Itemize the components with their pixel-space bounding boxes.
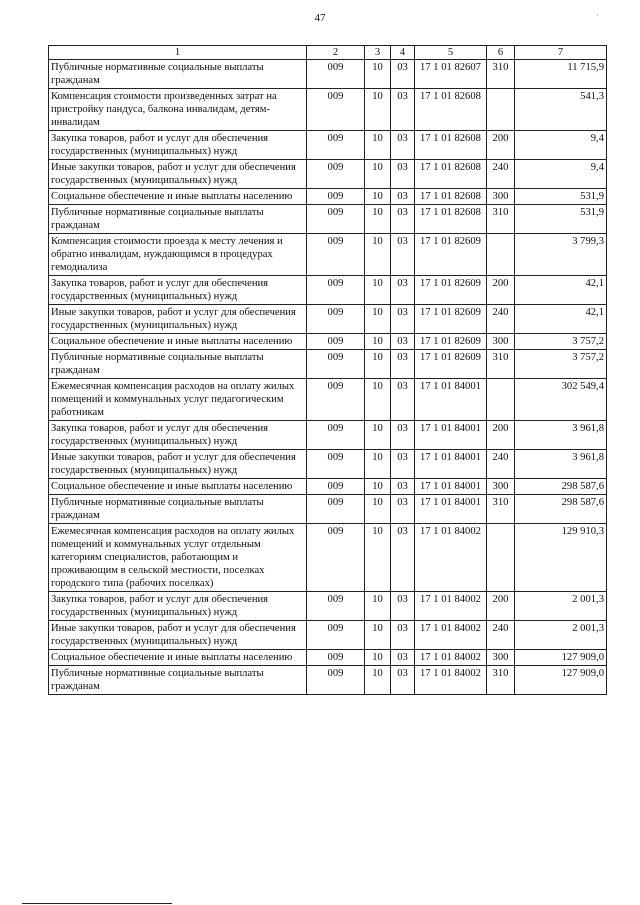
- row-code-4-cell: 03: [391, 621, 415, 650]
- table-row: [49, 592, 607, 621]
- row-code-2-cell: 009: [307, 621, 365, 650]
- row-code-6-cell: 310: [487, 495, 515, 524]
- table-row: [49, 524, 607, 592]
- row-code-5-cell: 17 1 01 82607: [415, 60, 487, 89]
- row-code-6-cell: 300: [487, 189, 515, 205]
- row-name-cell: Публичные нормативные социальные выплаты гражданам: [49, 666, 307, 695]
- table-row: [49, 479, 607, 495]
- table-row: [49, 450, 607, 479]
- row-amount-cell: 127 909,0: [515, 650, 607, 666]
- row-code-2-cell: 009: [307, 650, 365, 666]
- row-name-cell: Закупка товаров, работ и услуг для обеспечения государственных (муниципальных) нужд: [49, 592, 307, 621]
- row-amount-cell: 298 587,6: [515, 495, 607, 524]
- row-name-cell: Иные закупки товаров, работ и услуг для обеспечения государственных (муниципальных) нужд: [49, 160, 307, 189]
- row-amount-cell: 302 549,4: [515, 379, 607, 421]
- table-row: [49, 189, 607, 205]
- row-code-6-cell: 200: [487, 421, 515, 450]
- row-code-4-cell: 03: [391, 305, 415, 334]
- row-amount-cell: 9,4: [515, 131, 607, 160]
- row-code-6-cell: 240: [487, 160, 515, 189]
- row-code-5-cell: 17 1 01 84002: [415, 524, 487, 592]
- row-code-5-cell: 17 1 01 82609: [415, 276, 487, 305]
- row-code-2-cell: 009: [307, 479, 365, 495]
- row-code-4-cell: 03: [391, 479, 415, 495]
- row-amount-cell: 42,1: [515, 305, 607, 334]
- row-amount-cell: 127 909,0: [515, 666, 607, 695]
- row-code-4-cell: 03: [391, 592, 415, 621]
- row-code-5-cell: 17 1 01 82608: [415, 160, 487, 189]
- table-row: [49, 621, 607, 650]
- table-row: [49, 160, 607, 189]
- row-code-3-cell: 10: [365, 189, 391, 205]
- table-row: [49, 305, 607, 334]
- row-name-cell: Закупка товаров, работ и услуг для обеспечения государственных (муниципальных) нужд: [49, 131, 307, 160]
- row-code-5-cell: 17 1 01 84001: [415, 421, 487, 450]
- row-code-4-cell: 03: [391, 450, 415, 479]
- row-amount-cell: 541,3: [515, 89, 607, 131]
- row-code-6-cell: 310: [487, 205, 515, 234]
- row-amount-cell: 42,1: [515, 276, 607, 305]
- row-code-2-cell: 009: [307, 131, 365, 160]
- row-code-6-cell: 300: [487, 650, 515, 666]
- table-row: [49, 666, 607, 695]
- row-code-2-cell: 009: [307, 276, 365, 305]
- row-code-6-cell: 240: [487, 450, 515, 479]
- row-code-5-cell: 17 1 01 84001: [415, 495, 487, 524]
- row-code-5-cell: 17 1 01 84002: [415, 650, 487, 666]
- row-amount-cell: 9,4: [515, 160, 607, 189]
- row-code-5-cell: 17 1 01 82608: [415, 189, 487, 205]
- budget-table-body: [49, 46, 607, 695]
- row-code-5-cell: 17 1 01 84001: [415, 450, 487, 479]
- row-name-cell: Социальное обеспечение и иные выплаты населению: [49, 189, 307, 205]
- row-code-5-cell: 17 1 01 82609: [415, 334, 487, 350]
- row-code-6-cell: 240: [487, 621, 515, 650]
- footnote-separator: [22, 903, 172, 904]
- table-row: [49, 205, 607, 234]
- row-code-2-cell: 009: [307, 495, 365, 524]
- corner-mark: ·: [596, 11, 599, 20]
- row-code-4-cell: 03: [391, 234, 415, 276]
- row-code-5-cell: 17 1 01 82608: [415, 89, 487, 131]
- row-name-cell: Публичные нормативные социальные выплаты гражданам: [49, 60, 307, 89]
- table-row: [49, 334, 607, 350]
- row-code-6-cell: 200: [487, 131, 515, 160]
- row-code-3-cell: 10: [365, 495, 391, 524]
- table-row: [49, 421, 607, 450]
- row-name-cell: Компенсация стоимости проезда к месту лечения и обратно инвалидам, нуждающимся в процедурах гемодиализа: [49, 234, 307, 276]
- header-cell-4: 4: [391, 46, 415, 60]
- row-code-6-cell: [487, 89, 515, 131]
- row-code-4-cell: 03: [391, 350, 415, 379]
- row-code-3-cell: 10: [365, 479, 391, 495]
- table-header-row: [49, 46, 607, 60]
- row-amount-cell: 11 715,9: [515, 60, 607, 89]
- row-code-2-cell: 009: [307, 524, 365, 592]
- header-cell-5: 5: [415, 46, 487, 60]
- row-amount-cell: 3 961,8: [515, 421, 607, 450]
- row-name-cell: Закупка товаров, работ и услуг для обеспечения государственных (муниципальных) нужд: [49, 421, 307, 450]
- row-code-4-cell: 03: [391, 89, 415, 131]
- row-code-3-cell: 10: [365, 450, 391, 479]
- header-cell-3: 3: [365, 46, 391, 60]
- row-code-5-cell: 17 1 01 82608: [415, 205, 487, 234]
- row-code-6-cell: 310: [487, 60, 515, 89]
- header-cell-7: 7: [515, 46, 607, 60]
- row-code-6-cell: 200: [487, 276, 515, 305]
- row-name-cell: Социальное обеспечение и иные выплаты населению: [49, 334, 307, 350]
- row-code-3-cell: 10: [365, 160, 391, 189]
- row-code-5-cell: 17 1 01 84002: [415, 666, 487, 695]
- row-code-3-cell: 10: [365, 234, 391, 276]
- table-row: [49, 650, 607, 666]
- row-code-6-cell: 300: [487, 334, 515, 350]
- row-code-4-cell: 03: [391, 334, 415, 350]
- row-amount-cell: 3 961,8: [515, 450, 607, 479]
- row-amount-cell: 3 757,2: [515, 334, 607, 350]
- row-code-3-cell: 10: [365, 205, 391, 234]
- table-row: [49, 495, 607, 524]
- row-code-4-cell: 03: [391, 495, 415, 524]
- row-code-2-cell: 009: [307, 450, 365, 479]
- table-row: [49, 60, 607, 89]
- row-code-6-cell: [487, 234, 515, 276]
- row-code-2-cell: 009: [307, 379, 365, 421]
- row-name-cell: Ежемесячная компенсация расходов на оплату жилых помещений и коммунальных услуг педагогическим работникам: [49, 379, 307, 421]
- row-code-5-cell: 17 1 01 84001: [415, 379, 487, 421]
- row-code-5-cell: 17 1 01 82609: [415, 305, 487, 334]
- row-code-3-cell: 10: [365, 305, 391, 334]
- row-code-3-cell: 10: [365, 350, 391, 379]
- row-code-6-cell: 310: [487, 666, 515, 695]
- row-code-3-cell: 10: [365, 650, 391, 666]
- row-code-4-cell: 03: [391, 650, 415, 666]
- row-code-4-cell: 03: [391, 205, 415, 234]
- row-code-2-cell: 009: [307, 205, 365, 234]
- row-amount-cell: 2 001,3: [515, 592, 607, 621]
- row-code-3-cell: 10: [365, 334, 391, 350]
- row-code-4-cell: 03: [391, 276, 415, 305]
- row-code-6-cell: 200: [487, 592, 515, 621]
- row-code-2-cell: 009: [307, 160, 365, 189]
- row-code-3-cell: 10: [365, 592, 391, 621]
- row-name-cell: Публичные нормативные социальные выплаты гражданам: [49, 350, 307, 379]
- row-name-cell: Социальное обеспечение и иные выплаты населению: [49, 650, 307, 666]
- row-code-3-cell: 10: [365, 131, 391, 160]
- row-code-5-cell: 17 1 01 82608: [415, 131, 487, 160]
- row-amount-cell: 2 001,3: [515, 621, 607, 650]
- row-amount-cell: 3 799,3: [515, 234, 607, 276]
- row-code-6-cell: 300: [487, 479, 515, 495]
- row-code-4-cell: 03: [391, 666, 415, 695]
- row-name-cell: Публичные нормативные социальные выплаты гражданам: [49, 205, 307, 234]
- row-code-5-cell: 17 1 01 82609: [415, 350, 487, 379]
- row-code-3-cell: 10: [365, 89, 391, 131]
- row-code-2-cell: 009: [307, 234, 365, 276]
- row-code-3-cell: 10: [365, 666, 391, 695]
- row-code-3-cell: 10: [365, 621, 391, 650]
- row-name-cell: Закупка товаров, работ и услуг для обеспечения государственных (муниципальных) нужд: [49, 276, 307, 305]
- row-code-4-cell: 03: [391, 524, 415, 592]
- row-code-3-cell: 10: [365, 379, 391, 421]
- row-code-3-cell: 10: [365, 524, 391, 592]
- row-code-5-cell: 17 1 01 84002: [415, 621, 487, 650]
- row-amount-cell: 531,9: [515, 189, 607, 205]
- row-code-5-cell: 17 1 01 82609: [415, 234, 487, 276]
- row-name-cell: Иные закупки товаров, работ и услуг для обеспечения государственных (муниципальных) нужд: [49, 305, 307, 334]
- table-row: [49, 379, 607, 421]
- header-cell-1: 1: [49, 46, 307, 60]
- row-code-2-cell: 009: [307, 334, 365, 350]
- row-name-cell: Публичные нормативные социальные выплаты гражданам: [49, 495, 307, 524]
- row-amount-cell: 3 757,2: [515, 350, 607, 379]
- row-amount-cell: 298 587,6: [515, 479, 607, 495]
- row-code-3-cell: 10: [365, 276, 391, 305]
- table-row: [49, 350, 607, 379]
- row-code-6-cell: 310: [487, 350, 515, 379]
- row-code-2-cell: 009: [307, 592, 365, 621]
- row-code-3-cell: 10: [365, 421, 391, 450]
- table-row: [49, 89, 607, 131]
- row-code-2-cell: 009: [307, 305, 365, 334]
- row-code-5-cell: 17 1 01 84002: [415, 592, 487, 621]
- row-code-6-cell: 240: [487, 305, 515, 334]
- row-code-2-cell: 009: [307, 421, 365, 450]
- row-code-2-cell: 009: [307, 350, 365, 379]
- row-code-6-cell: [487, 524, 515, 592]
- row-code-2-cell: 009: [307, 60, 365, 89]
- row-code-4-cell: 03: [391, 131, 415, 160]
- page-number: 47: [314, 12, 326, 24]
- row-code-4-cell: 03: [391, 60, 415, 89]
- row-amount-cell: 129 910,3: [515, 524, 607, 592]
- table-row: [49, 276, 607, 305]
- row-name-cell: Иные закупки товаров, работ и услуг для обеспечения государственных (муниципальных) нужд: [49, 450, 307, 479]
- row-name-cell: Социальное обеспечение и иные выплаты населению: [49, 479, 307, 495]
- table-row: [49, 131, 607, 160]
- row-name-cell: Иные закупки товаров, работ и услуг для обеспечения государственных (муниципальных) нужд: [49, 621, 307, 650]
- row-code-4-cell: 03: [391, 160, 415, 189]
- row-code-4-cell: 03: [391, 379, 415, 421]
- row-name-cell: Компенсация стоимости произведенных затрат на пристройку пандуса, балкона инвалидам, детям-инвалидам: [49, 89, 307, 131]
- row-code-5-cell: 17 1 01 84001: [415, 479, 487, 495]
- row-amount-cell: 531,9: [515, 205, 607, 234]
- budget-table: [48, 45, 607, 695]
- row-code-2-cell: 009: [307, 189, 365, 205]
- row-code-4-cell: 03: [391, 189, 415, 205]
- row-code-4-cell: 03: [391, 421, 415, 450]
- row-name-cell: Ежемесячная компенсация расходов на оплату жилых помещений и коммунальных услуг отдельным категориям специалистов, работающим и проживающим в сельской местности, поселках городского типа (рабочих поселках): [49, 524, 307, 592]
- row-code-2-cell: 009: [307, 666, 365, 695]
- row-code-2-cell: 009: [307, 89, 365, 131]
- table-row: [49, 234, 607, 276]
- header-cell-2: 2: [307, 46, 365, 60]
- header-cell-6: 6: [487, 46, 515, 60]
- row-code-6-cell: [487, 379, 515, 421]
- row-code-3-cell: 10: [365, 60, 391, 89]
